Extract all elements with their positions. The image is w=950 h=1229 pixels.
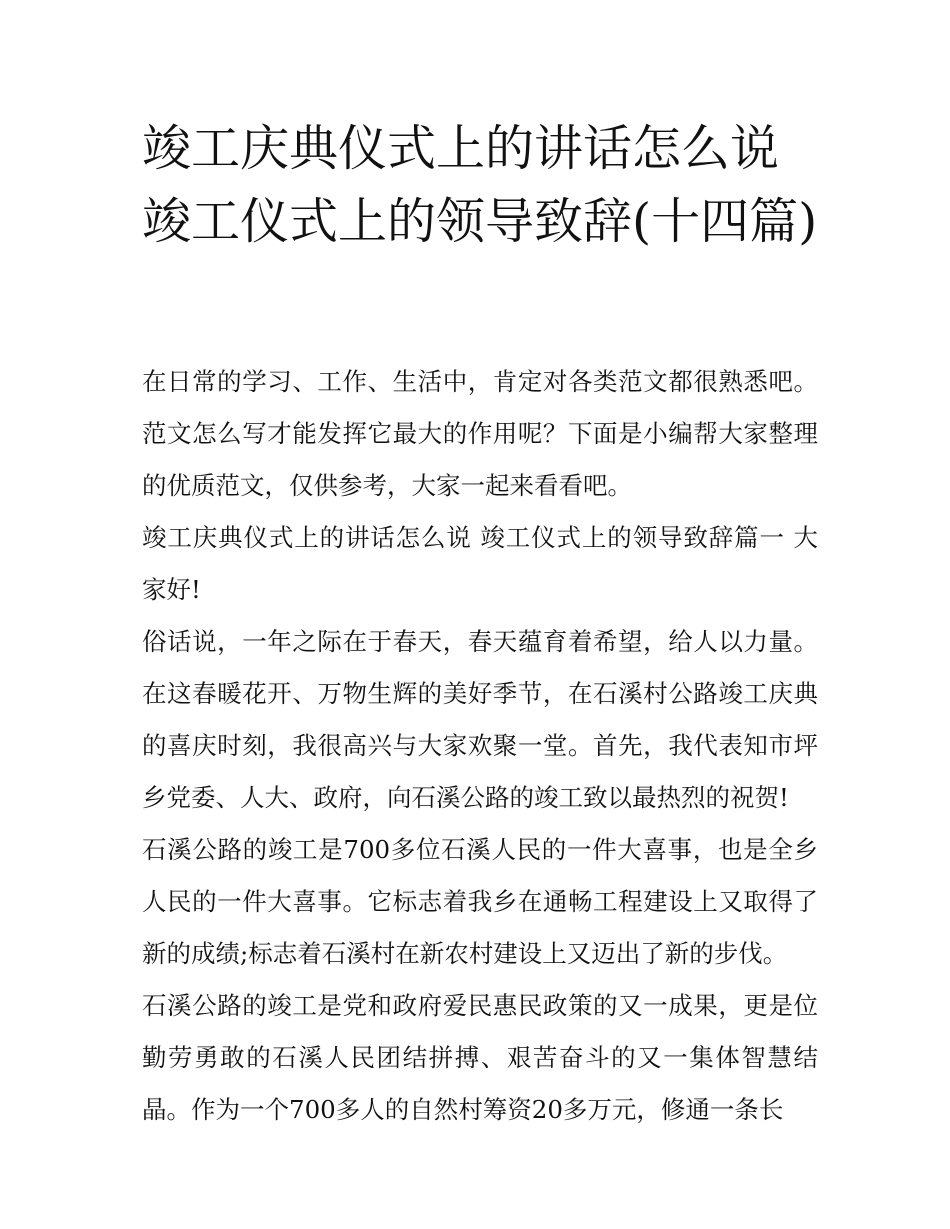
document-body bbox=[142, 356, 818, 1136]
body-paragraph: 石溪公路的竣工是700多位石溪人民的一件大喜事，也是全乡人民的一件大喜事。它标志着我乡在通畅工程建设上又取得了新的成绩;标志着石溪村在新农村建设上又迈出了新的步伐。 bbox=[142, 835, 818, 968]
body-paragraph: 石溪公路的竣工是党和政府爱民惠民政策的又一成果，更是位勤劳勇敢的石溪人民团结拼搏、艰苦奋斗的又一集体智慧结晶。作为一个700多人的自然村筹资20多万元，修通一条长 bbox=[142, 991, 818, 1124]
body-paragraph: 俗话说，一年之际在于春天，春天蕴育着希望，给人以力量。在这春暖花开、万物生辉的美好季节，在石溪村公路竣工庆典的喜庆时刻，我很高兴与大家欢聚一堂。首先，我代表知市坪乡党委、人大、政府，向石溪公路的竣工致以最热烈的祝贺! bbox=[142, 627, 818, 812]
intro-paragraph: 在日常的学习、工作、生活中，肯定对各类范文都很熟悉吧。范文怎么写才能发挥它最大的作用呢？下面是小编帮大家整理的优质范文，仅供参考，大家一起来看看吧。 bbox=[142, 367, 818, 500]
document-title: 竣工庆典仪式上的讲话怎么说 竣工仪式上的领导致辞(十四篇) bbox=[142, 120, 818, 250]
section-heading-paragraph: 竣工庆典仪式上的讲话怎么说 竣工仪式上的领导致辞篇一 大家好! bbox=[142, 523, 818, 604]
